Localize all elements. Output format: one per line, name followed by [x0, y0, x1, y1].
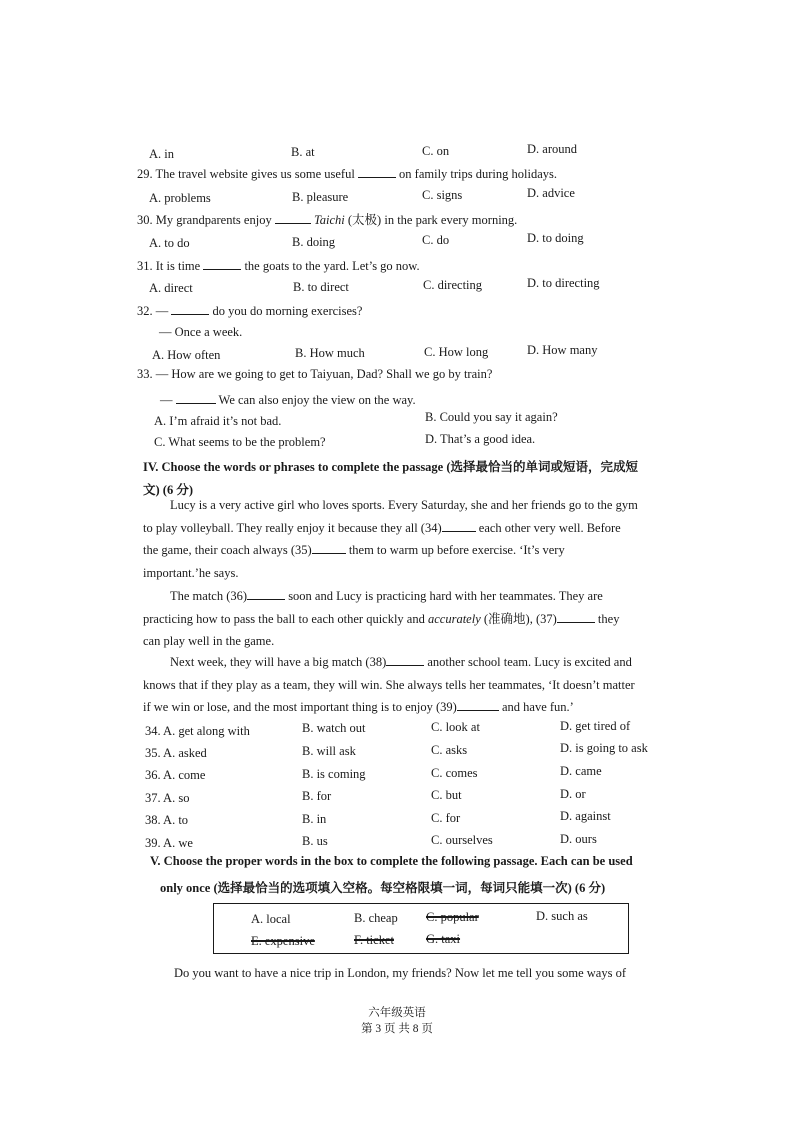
q39-option-c: C. ourselves: [431, 833, 493, 847]
question-text: My grandparents enjoy: [155, 213, 275, 227]
q29-option-a: A. problems: [149, 191, 211, 205]
q38-option-c: C. for: [431, 811, 461, 825]
question-number: 31.: [137, 259, 153, 273]
q31-option-d: D. to directing: [527, 276, 600, 290]
q30-option-d: D. to doing: [527, 231, 584, 245]
word-box: [213, 903, 629, 954]
question-text: — How are we going to get to Taiyuan, Dad? Shall we go by train?: [155, 367, 493, 381]
passage-paragraph-1: Lucy is a very active girl who loves sports. Every Saturday, she and her friends go to the gym to play volleyball. They really enjoy it because they all (34) each other very well. Before the game, their coach always (35) them to warm up before exercise. ‘It’s very important.’he says.: [143, 498, 638, 580]
question-text: on family trips during holidays.: [395, 167, 558, 181]
q36-option-b: B. is coming: [302, 767, 366, 781]
section-5-heading: V. Choose the proper words in the box to complete the following passage. Each can be used: [150, 854, 633, 868]
blank-36: [247, 587, 285, 600]
q38-option-a: 38. A. to: [145, 813, 189, 827]
q32-reply: — Once a week.: [159, 325, 243, 339]
q35-option-a: 35. A. asked: [145, 746, 207, 760]
question-number: 32.: [137, 304, 153, 318]
word-option-g: G. taxi: [426, 932, 461, 946]
q30-option-c: C. do: [422, 233, 450, 247]
question-30: [137, 210, 517, 228]
q35-option-d: D. is going to ask: [560, 741, 648, 755]
q31-option-b: B. to direct: [293, 280, 349, 294]
passage-paragraph-3: Next week, they will have a big match (38) another school team. Lucy is excited and knows that if they play as a team, they will win. She always tells her teammates, ‘It doesn’t matter if we win or lose, and the most important thing is to enjoy (39) and have fun.’: [143, 655, 635, 715]
q28-option-d: D. around: [527, 142, 577, 156]
q37-option-a: 37. A. so: [145, 791, 190, 805]
answer-blank: [358, 165, 396, 178]
word-option-f: F. ticket: [354, 933, 394, 947]
q33-option-a: A. I’m afraid it’s not bad.: [154, 414, 282, 428]
q28-option-b: B. at: [291, 145, 315, 159]
q28-option-a: A. in: [149, 147, 174, 161]
question-text: The travel website gives us some useful: [155, 167, 358, 181]
blank-34: [442, 519, 476, 532]
word-option-a: A. local: [251, 912, 291, 926]
footer-subject: 六年级英语: [368, 1007, 426, 1019]
q34-option-b: B. watch out: [302, 721, 366, 735]
q36-option-a: 36. A. come: [145, 768, 206, 782]
q30-option-a: A. to do: [149, 236, 190, 250]
q37-option-c: C. but: [431, 788, 462, 802]
section-4-heading: IV. Choose the words or phrases to complete the passage (选择最恰当的单词或短语，完成短: [143, 460, 639, 474]
word-option-c: C. popular: [426, 910, 479, 924]
q32-option-b: B. How much: [295, 346, 365, 360]
q37-option-d: D. or: [560, 787, 586, 801]
question-31: [137, 257, 420, 274]
q39-option-d: D. ours: [560, 832, 597, 846]
q36-option-c: C. comes: [431, 766, 478, 780]
q35-option-c: C. asks: [431, 743, 468, 757]
question-text: the goats to the yard. Let’s go now.: [241, 259, 420, 273]
passage-paragraph-2: The match (36) soon and Lucy is practicing hard with her teammates. They are practicing how to pass the ball to each other quickly and accurately (准确地), (37) they can play well in the game.: [143, 589, 620, 649]
question-33: [137, 367, 492, 382]
word-option-b: B. cheap: [354, 911, 398, 925]
q36-option-d: D. came: [560, 764, 602, 778]
footer-page-number: 第 3 页 共 8 页: [361, 1023, 433, 1035]
question-text: (太极) in the park every morning.: [344, 213, 518, 227]
question-text: —: [155, 304, 172, 318]
answer-blank: [275, 211, 311, 224]
question-number: 30.: [137, 213, 153, 227]
answer-blank: [203, 257, 241, 270]
q30-option-b: B. doing: [292, 235, 336, 249]
q31-option-c: C. directing: [423, 278, 483, 292]
answer-blank: [171, 302, 209, 315]
section-5-heading-cont: only once (选择最恰当的选项填入空格。每空格限填一词，每词只能填一次) (6 分): [160, 881, 606, 895]
blank-38: [386, 653, 424, 666]
question-number: 33.: [137, 367, 153, 381]
word-option-e: E. expensive: [251, 934, 315, 948]
q34-option-c: C. look at: [431, 720, 480, 734]
q39-option-a: 39. A. we: [145, 836, 193, 850]
q32-option-d: D. How many: [527, 343, 598, 357]
q33-option-b: B. Could you say it again?: [425, 410, 558, 424]
q31-option-a: A. direct: [149, 281, 193, 295]
q32-option-c: C. How long: [424, 345, 489, 359]
q35-option-b: B. will ask: [302, 744, 356, 758]
q29-option-c: C. signs: [422, 188, 463, 202]
question-text: do you do morning exercises?: [209, 304, 363, 318]
q32-option-a: A. How often: [152, 348, 221, 362]
q34-option-d: D. get tired of: [560, 719, 631, 733]
q29-option-d: D. advice: [527, 186, 575, 200]
q34-option-a: 34. A. get along with: [145, 724, 250, 738]
section-5-passage-start: Do you want to have a nice trip in London, my friends? Now let me tell you some ways of: [174, 966, 626, 980]
question-29: [137, 165, 557, 182]
q37-option-b: B. for: [302, 789, 332, 803]
q29-option-b: B. pleasure: [292, 190, 349, 204]
question-text: It is time: [155, 259, 204, 273]
q28-option-c: C. on: [422, 144, 450, 158]
italic-term: Taichi: [313, 213, 345, 227]
q33-option-d: D. That’s a good idea.: [425, 432, 536, 446]
word-option-d: D. such as: [536, 909, 588, 923]
answer-blank: [176, 391, 216, 404]
blank-37: [557, 610, 595, 623]
section-4-heading-cont: 文) (6 分): [143, 483, 193, 497]
question-32: [137, 302, 362, 319]
blank-35: [312, 541, 346, 554]
q38-option-d: D. against: [560, 809, 611, 823]
q38-option-b: B. in: [302, 812, 327, 826]
q33-reply: — We can also enjoy the view on the way.: [160, 393, 416, 407]
q39-option-b: B. us: [302, 834, 328, 848]
q33-option-c: C. What seems to be the problem?: [154, 435, 326, 449]
blank-39: [457, 698, 499, 711]
question-number: 29.: [137, 167, 153, 181]
